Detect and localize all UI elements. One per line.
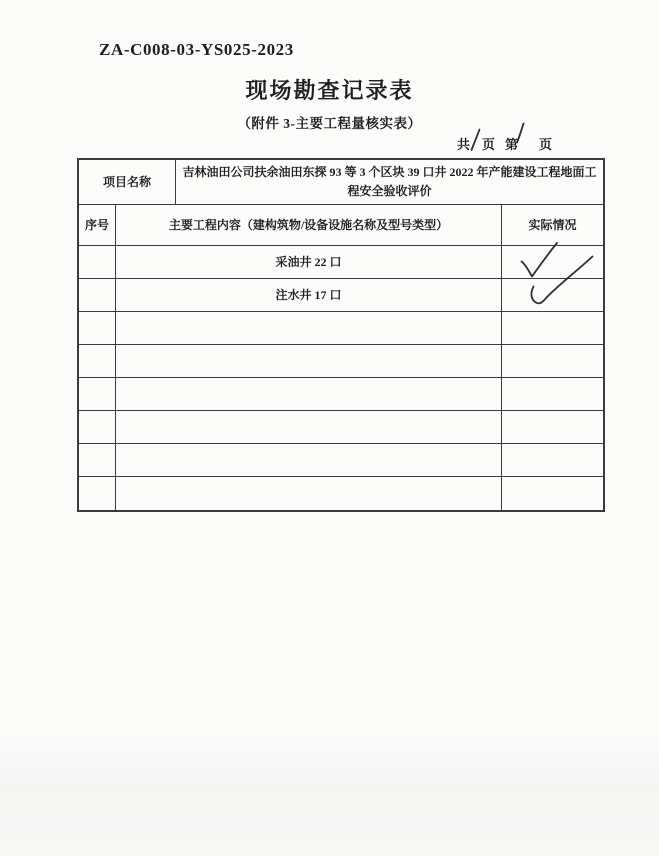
table-row xyxy=(79,246,603,279)
status-cell xyxy=(502,345,603,377)
content-cell xyxy=(116,312,502,344)
content-cell xyxy=(116,411,502,443)
content-cell: 注水井 17 口 xyxy=(116,279,502,311)
index-cell xyxy=(79,279,116,311)
content-cell: 采油井 22 口 xyxy=(116,246,502,278)
table-row xyxy=(79,378,603,411)
works-verification-table xyxy=(77,158,605,512)
total-pages-suffix-label: 页 xyxy=(482,137,496,152)
index-cell xyxy=(79,246,116,278)
table-row xyxy=(79,477,603,510)
document-code: ZA-C008-03-YS025-2023 xyxy=(99,40,294,59)
total-pages-prefix-label: 共 xyxy=(457,137,471,152)
status-cell xyxy=(502,246,603,278)
project-name-row xyxy=(79,160,603,205)
column-header-content: 主要工程内容（建构筑物/设备设施名称及型号类型） xyxy=(116,205,502,245)
content-cell xyxy=(116,444,502,476)
current-page-prefix-label: 第 xyxy=(505,137,519,152)
index-cell xyxy=(79,477,116,510)
status-cell xyxy=(502,279,603,311)
table-header-row xyxy=(79,205,603,246)
status-cell xyxy=(502,378,603,410)
table-row xyxy=(79,444,603,477)
content-cell xyxy=(116,378,502,410)
status-cell xyxy=(502,411,603,443)
index-cell xyxy=(79,444,116,476)
column-header-index: 序号 xyxy=(79,205,116,245)
content-cell xyxy=(116,477,502,510)
table-row xyxy=(79,279,603,312)
table-row xyxy=(79,411,603,444)
project-name-value: 吉林油田公司扶余油田东探 93 等 3 个区块 39 口井 2022 年产能建设工程地面工程安全验收评价 xyxy=(182,165,597,198)
table-row xyxy=(79,345,603,378)
index-cell xyxy=(79,411,116,443)
status-cell xyxy=(502,477,603,510)
table-row xyxy=(79,312,603,345)
status-cell xyxy=(502,312,603,344)
index-cell xyxy=(79,312,116,344)
index-cell xyxy=(79,345,116,377)
current-page-suffix-label: 页 xyxy=(539,137,553,152)
column-header-status: 实际情况 xyxy=(528,217,577,232)
index-cell xyxy=(79,378,116,410)
content-cell xyxy=(116,345,502,377)
form-subtitle: （附件 3-主要工程量核实表） xyxy=(237,116,422,131)
form-title: 现场勘查记录表 xyxy=(245,78,414,103)
status-cell xyxy=(502,444,603,476)
project-name-label: 项目名称 xyxy=(79,160,176,204)
page-count-line xyxy=(0,134,659,152)
